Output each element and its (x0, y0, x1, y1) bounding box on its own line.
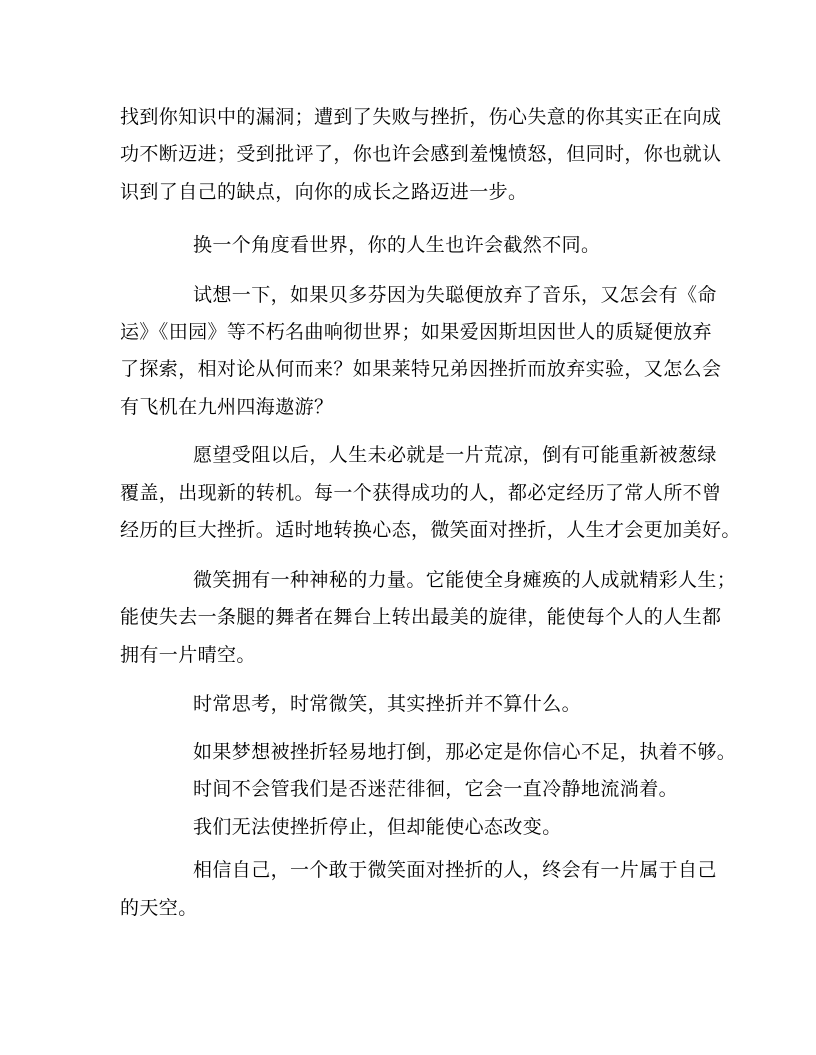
paragraph-7-line-1: 如果梦想被挫折轻易地打倒，那必定是你信心不足，执着不够。 (193, 741, 737, 763)
paragraph-4-line-1: 愿望受阻以后，人生未必就是一片荒凉，倒有可能重新被葱绿 (193, 444, 717, 466)
paragraph-10-line-1: 相信自己，一个敢于微笑面对挫折的人，终会有一片属于自己 (193, 859, 717, 881)
paragraph-2-line-1: 换一个角度看世界，你的人生也许会截然不同。 (193, 234, 601, 256)
paragraph-8-line-1: 时间不会管我们是否迷茫徘徊，它会一直冷静地流淌着。 (193, 778, 679, 800)
paragraph-1-line-3: 识到了自己的缺点，向你的成长之路迈进一步。 (120, 181, 528, 203)
paragraph-3-line-1: 试想一下，如果贝多芬因为失聪便放弃了音乐，又怎会有《命 (193, 284, 717, 306)
paragraph-3-line-2: 运》《田园》等不朽名曲响彻世界；如果爱因斯坦因世人的质疑便放弃 (120, 321, 712, 343)
paragraph-6-line-1: 时常思考，时常微笑，其实挫折并不算什么。 (193, 693, 582, 715)
paragraph-9-line-1: 我们无法使挫折停止，但却能使心态改变。 (193, 816, 562, 838)
paragraph-5-line-1: 微笑拥有一种神秘的力量。它能使全身瘫痪的人成就精彩人生； (193, 569, 737, 591)
paragraph-5-line-2: 能使失去一条腿的舞者在舞台上转出最美的旋律，能使每个人的人生都 (120, 606, 722, 628)
paragraph-3-line-3: 了探索，相对论从何而来？如果莱特兄弟因挫折而放弃实验，又怎么会 (120, 358, 722, 380)
paragraph-3-line-4: 有飞机在九州四海遨游？ (120, 396, 334, 418)
paragraph-1-line-2: 功不断迈进；受到批评了，你也许会感到羞愧愤怒，但同时，你也就认 (120, 143, 722, 165)
paragraph-10-line-2: 的天空。 (120, 897, 198, 919)
paragraph-4-line-2: 覆盖，出现新的转机。每一个获得成功的人，都必定经历了常人所不曾 (120, 482, 722, 504)
paragraph-5-line-3: 拥有一片晴空。 (120, 644, 256, 666)
paragraph-4-line-3: 经历的巨大挫折。适时地转换心态，微笑面对挫折，人生才会更加美好。 (120, 519, 741, 541)
paragraph-1-line-1: 找到你知识中的漏洞；遭到了失败与挫折，伤心失意的你其实正在向成 (120, 106, 722, 128)
